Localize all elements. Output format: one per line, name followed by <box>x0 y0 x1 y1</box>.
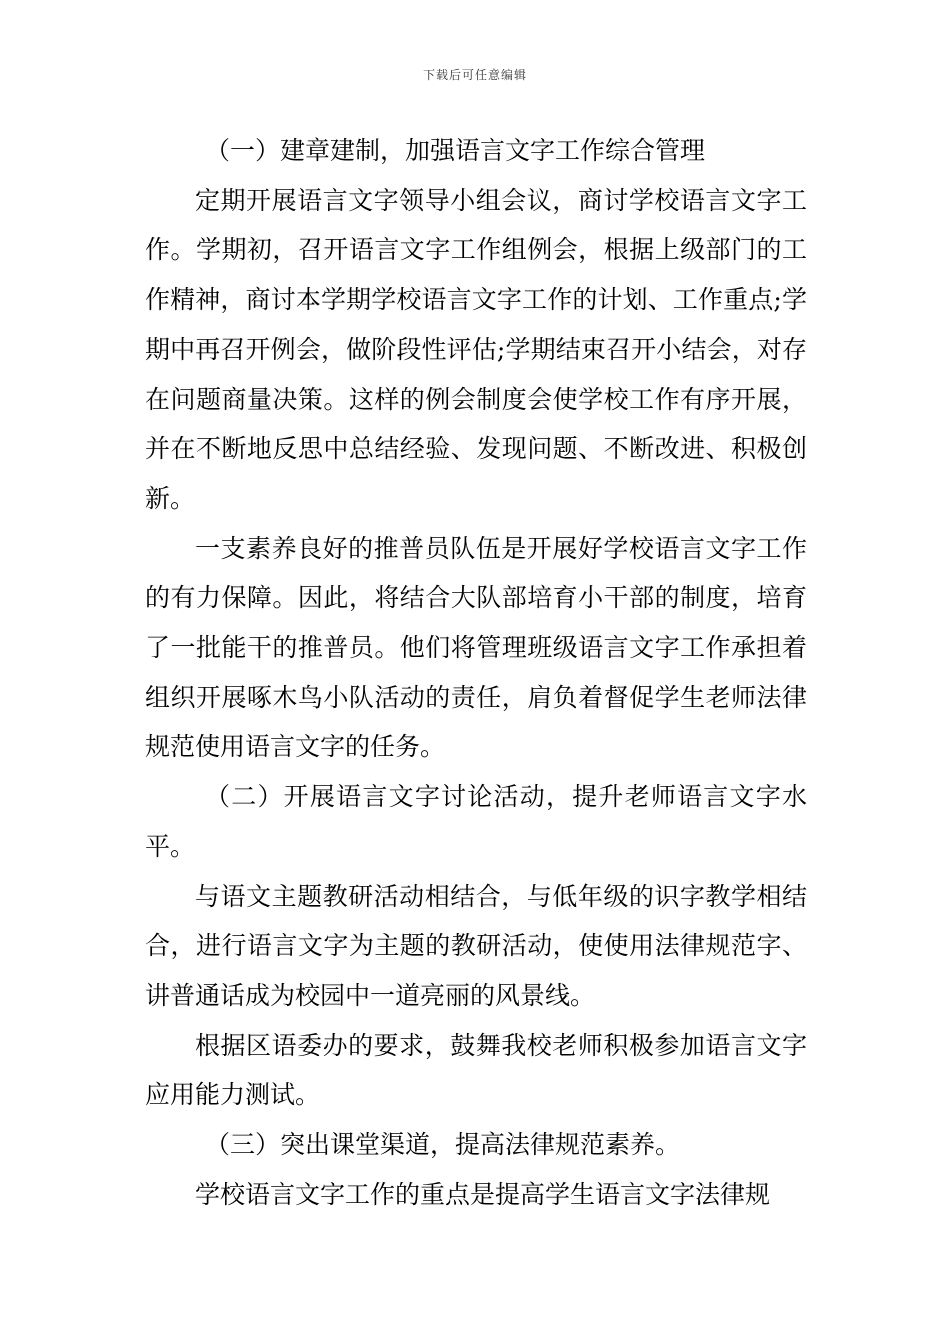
paragraph: 一支素养良好的推普员队伍是开展好学校语言文字工作的有力保障。因此，将结合大队部培育小干部的制度，培育了一批能干的推普员。他们将管理班级语言文字工作承担着组织开展啄木鸟小队活动的责任，肩负着督促学生老师法律规范使用语言文字的任务。 <box>145 533 807 762</box>
paragraph: 定期开展语言文字领导小组会议，商讨学校语言文字工作。学期初，召开语言文字工作组例会，根据上级部门的工作精神，商讨本学期学校语言文字工作的计划、工作重点;学期中再召开例会，做阶段性评估;学期结束召开小结会，对存在问题商量决策。这样的例会制度会使学校工作有序开展，并在不断地反思中总结经验、发现问题、不断改进、积极创新。 <box>145 185 807 513</box>
paragraph: 根据区语委办的要求，鼓舞我校老师积极参加语言文字应用能力测试。 <box>145 1030 807 1110</box>
page-header: 下载后可任意编辑 <box>422 68 527 82</box>
section-heading-1: （一）建章建制，加强语言文字工作综合管理 <box>205 136 706 165</box>
document-body <box>145 126 807 1219</box>
paragraph: 与语文主题教研活动相结合，与低年级的识字教学相结合，进行语言文字为主题的教研活动，使使用法律规范字、讲普通话成为校园中一道亮丽的风景线。 <box>145 881 807 1010</box>
paragraph: 学校语言文字工作的重点是提高学生语言文字法律规 <box>195 1179 771 1209</box>
section-heading-2: （二）开展语言文字讨论活动，提升老师语言文字水平。 <box>145 782 807 861</box>
section-heading-3: （三）突出课堂渠道，提高法律规范素养。 <box>205 1130 681 1160</box>
